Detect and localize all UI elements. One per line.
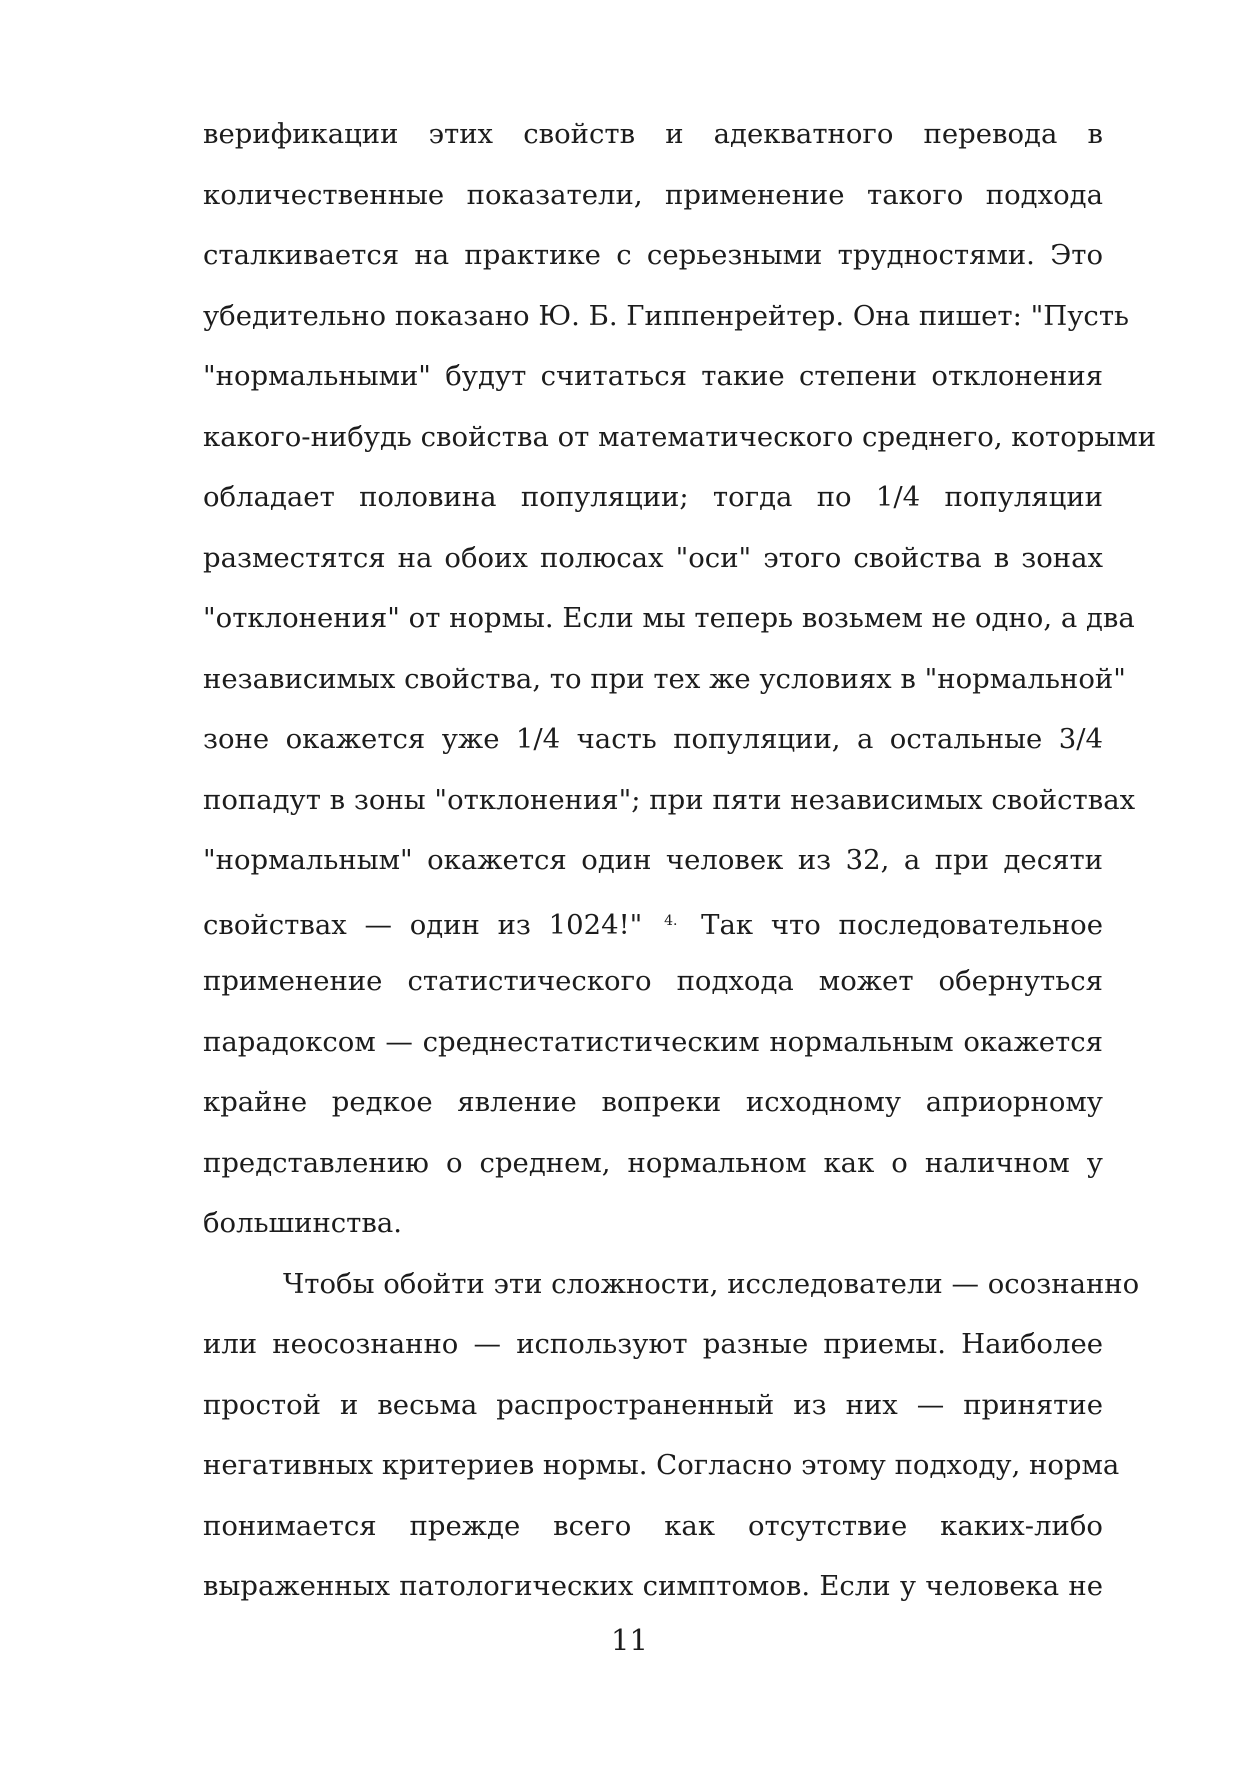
- text-line: количественные показатели, применение такого подхода: [203, 178, 1103, 211]
- text-line: разместятся на обоих полюсах "оси" этого свойства в зонах: [203, 541, 1103, 574]
- page-number: 11: [611, 1623, 648, 1657]
- text-line: негативных критериев нормы. Согласно этому подходу, норма: [203, 1449, 1120, 1481]
- text-line: сталкивается на практике с серьезными трудностями. Это: [203, 239, 1103, 271]
- text-segment: Так что последовательное: [701, 908, 1103, 941]
- text-segment: свойствах — один из 1024!": [203, 908, 643, 941]
- footnote-marker: 4.: [664, 912, 678, 929]
- text-line: большинства.: [203, 1207, 403, 1239]
- text-line: или неосознанно — используют разные приемы. Наиболее: [203, 1328, 1103, 1360]
- text-line: представлению о среднем, нормальном как о наличном у: [203, 1146, 1103, 1179]
- text-line: Чтобы обойти эти сложности, исследователи — осознанно: [283, 1267, 1140, 1300]
- text-line: "нормальными" будут считаться такие степени отклонения: [203, 360, 1103, 392]
- text-line: "отклонения" от нормы. Если мы теперь возьмем не одно, а два: [203, 602, 1135, 634]
- text-line: зоне окажется уже 1/4 часть популяции, а остальные 3/4: [203, 723, 1103, 755]
- body-text: [203, 109, 1157, 1622]
- text-line: попадут в зоны "отклонения"; при пяти независимых свойствах: [203, 783, 1136, 816]
- text-line: какого-нибудь свойства от математического среднего, которыми: [203, 420, 1157, 453]
- text-line: крайне редкое явление вопреки исходному априорному: [203, 1086, 1103, 1118]
- text-line: верификации этих свойств и адекватного перевода в: [203, 118, 1103, 150]
- text-line: независимых свойства, то при тех же условиях в "нормальной": [203, 662, 1126, 695]
- footnote-text-line: [203, 896, 1103, 957]
- text-line: убедительно показано Ю. Б. Гиппенрейтер. Она пишет: "Пусть: [203, 299, 1130, 332]
- text-line: парадоксом — среднестатистическим нормальным окажется: [203, 1025, 1103, 1058]
- text-line: обладает половина популяции; тогда по 1/4 популяции: [203, 481, 1103, 513]
- text-line: простой и весьма распространенный из них — принятие: [203, 1388, 1103, 1421]
- text-line: применение статистического подхода может обернуться: [203, 965, 1103, 997]
- text-line: понимается прежде всего как отсутствие каких-либо: [203, 1509, 1103, 1542]
- text-line: выраженных патологических симптомов. Если у человека не: [203, 1570, 1103, 1602]
- text-line: "нормальным" окажется один человек из 32, а при десяти: [203, 844, 1103, 876]
